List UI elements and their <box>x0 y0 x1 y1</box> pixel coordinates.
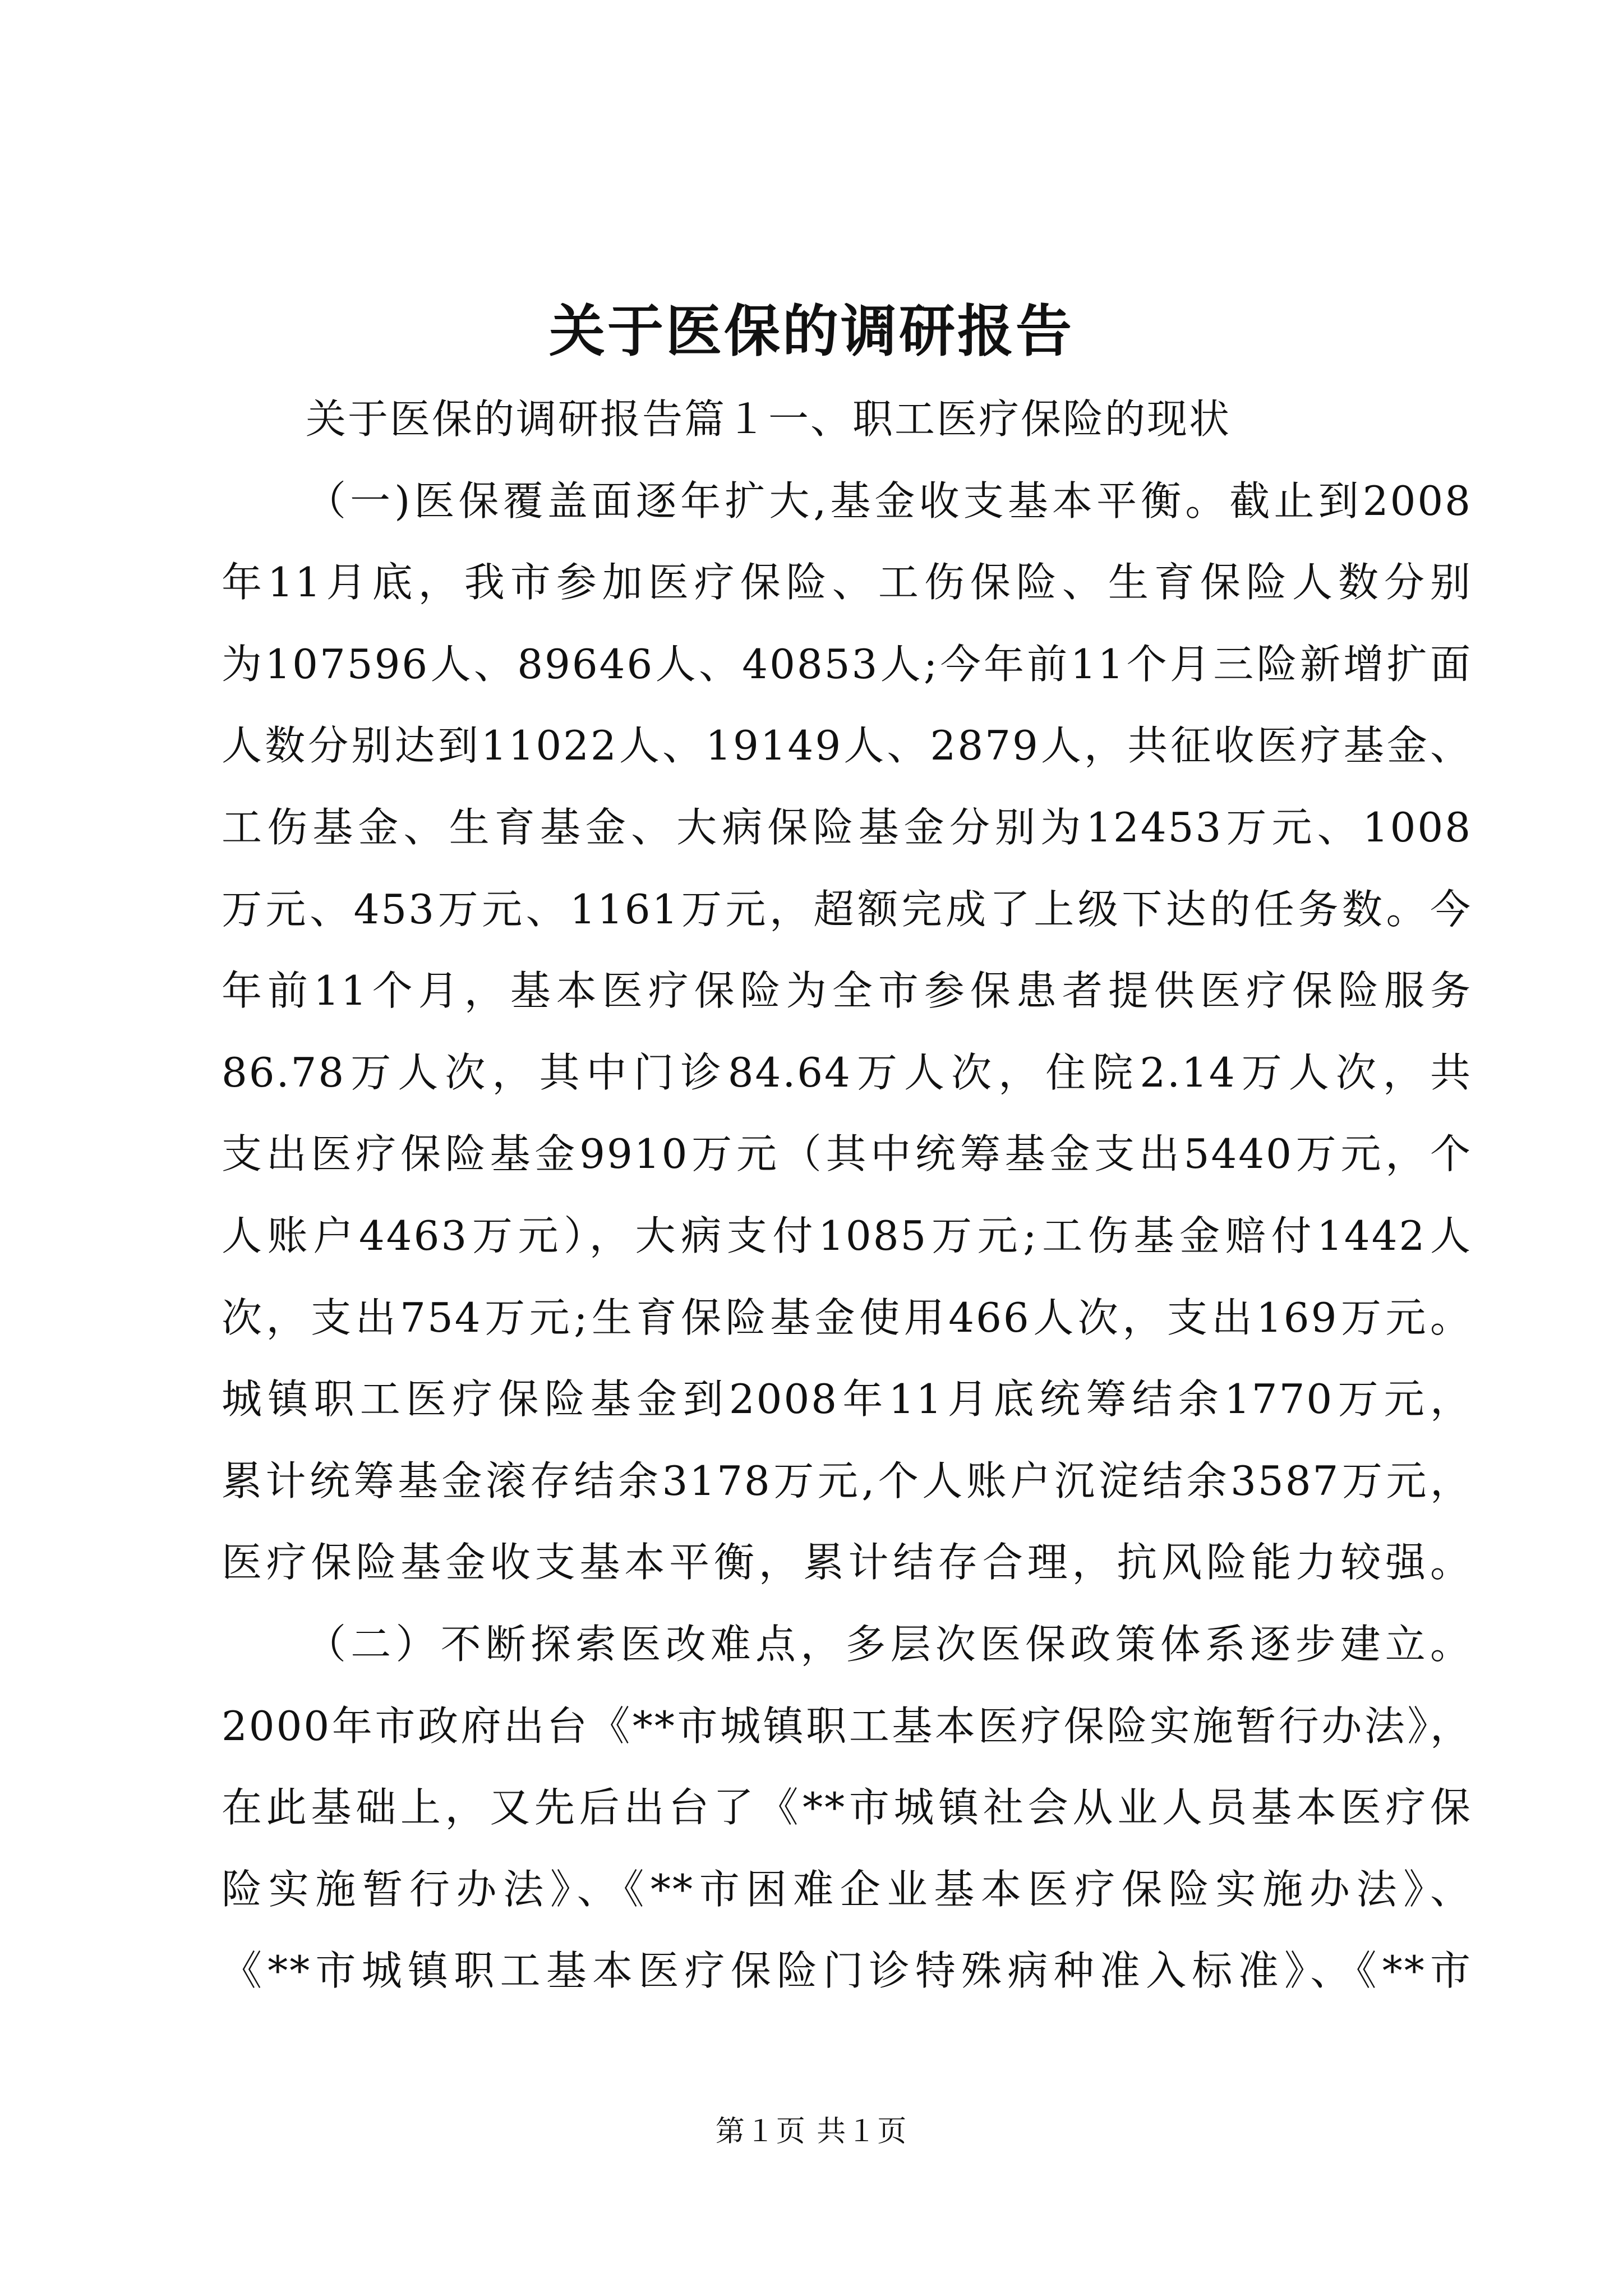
page-footer: 第１页 共１页 <box>715 2115 908 2148</box>
body-line: 医疗保险基金收支基本平衡，累计结存合理，抗风险能力较强。 <box>222 1539 1472 1586</box>
body-line: 城镇职工医疗保险基金到2008年11月底统筹结余1770万元， <box>222 1375 1472 1423</box>
body-line: 为107596人、89646人、40853人;今年前11个月三险新增扩面 <box>222 640 1472 688</box>
body-line: （二）不断探索医改难点，多层次医保政策体系逐步建立。 <box>306 1620 1472 1668</box>
body-line: 2000年市政府出台《**市城镇职工基本医疗保险实施暂行办法》， <box>222 1702 1472 1750</box>
document-body <box>222 379 1472 2012</box>
body-line: 人账户4463万元），大病支付1085万元;工伤基金赔付1442人 <box>222 1212 1472 1259</box>
body-line: 累计统筹基金滚存结余3178万元,个人账户沉淀结余3587万元， <box>222 1457 1472 1504</box>
body-line: 《**市城镇职工基本医疗保险门诊特殊病种准入标准》、《**市 <box>222 1947 1472 1995</box>
body-line: 险实施暂行办法》、《**市困难企业基本医疗保险实施办法》、 <box>222 1865 1472 1913</box>
document-title: 关于医保的调研报告 <box>549 298 1074 364</box>
body-line: 工伤基金、生育基金、大病保险基金分别为12453万元、1008 <box>222 803 1472 851</box>
body-line: 年前11个月，基本医疗保险为全市参保患者提供医疗保险服务 <box>222 967 1472 1015</box>
body-line: 人数分别达到11022人、19149人、2879人，共征收医疗基金、 <box>222 722 1472 770</box>
body-line: 86.78万人次，其中门诊84.64万人次，住院2.14万人次，共 <box>222 1048 1472 1096</box>
intro-line: 关于医保的调研报告篇１一、职工医疗保险的现状 <box>306 395 1232 443</box>
body-line: 支出医疗保险基金9910万元（其中统筹基金支出5440万元，个 <box>222 1130 1472 1178</box>
body-line: 万元、453万元、1161万元，超额完成了上级下达的任务数。今 <box>222 885 1472 933</box>
body-line: 年11月底，我市参加医疗保险、工伤保险、生育保险人数分别 <box>222 559 1472 606</box>
body-line: （一)医保覆盖面逐年扩大,基金收支基本平衡。截止到2008 <box>306 477 1472 524</box>
body-line: 次，支出754万元;生育保险基金使用466人次，支出169万元。 <box>222 1294 1472 1341</box>
body-line: 在此基础上，又先后出台了《**市城镇社会从业人员基本医疗保 <box>222 1784 1472 1832</box>
